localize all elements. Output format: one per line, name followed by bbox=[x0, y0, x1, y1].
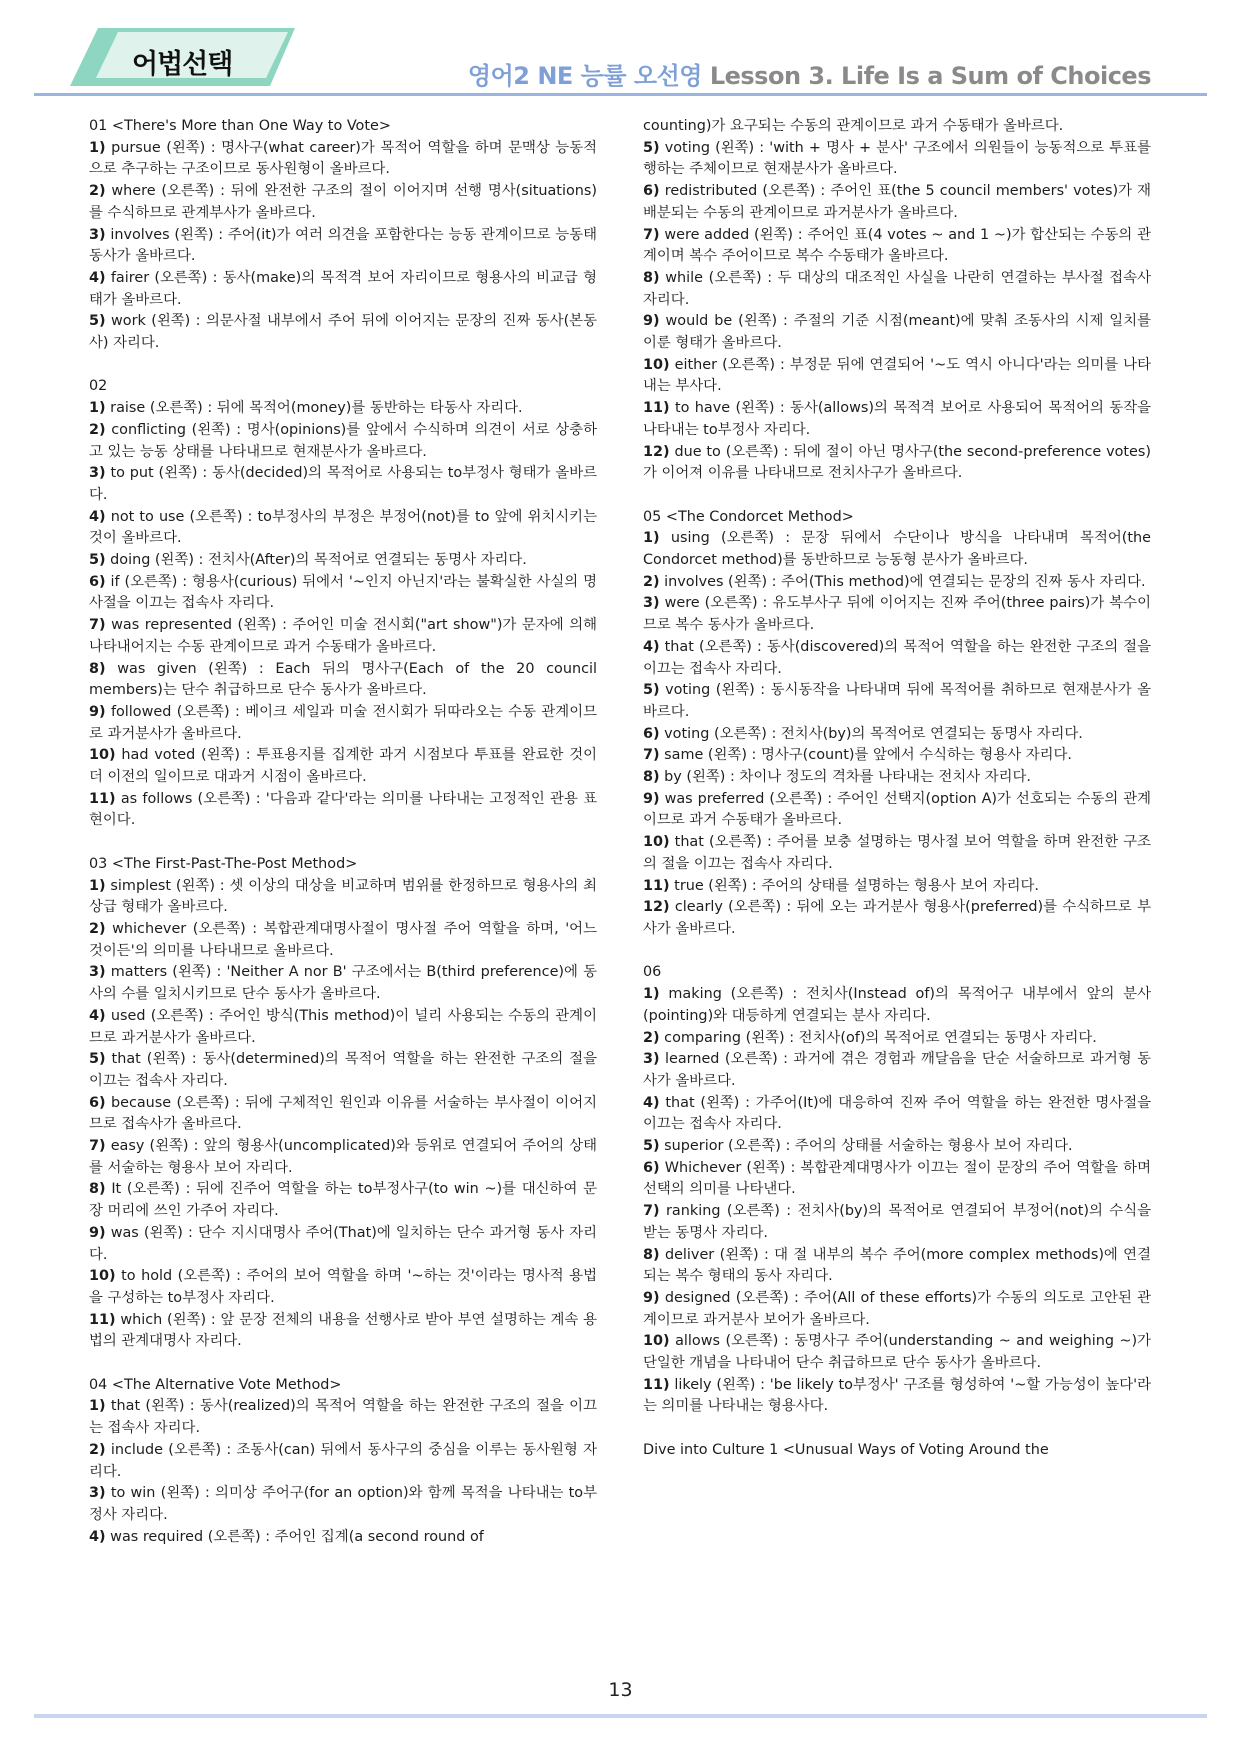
answer-item bbox=[89, 1266, 597, 1309]
item-text: superior (오른쪽) : 주어의 상태를 서술하는 형용사 보어 자리다. bbox=[659, 1138, 1073, 1155]
answer-item bbox=[89, 919, 597, 962]
item-text: was required (오른쪽) : 주어인 집계(a second round of bbox=[105, 1528, 484, 1545]
item-text: simplest (왼쪽) : 셋 이상의 대상을 비교하며 범위를 한정하므로 형용사의 최상급 형태가 올바르다. bbox=[89, 877, 597, 916]
item-number: 4) bbox=[89, 1528, 106, 1545]
item-number: 4) bbox=[643, 638, 660, 655]
item-number: 9) bbox=[89, 703, 106, 720]
answer-item bbox=[643, 311, 1151, 354]
answer-item bbox=[89, 1310, 597, 1353]
item-number: 12) bbox=[643, 899, 670, 916]
item-text: would be (왼쪽) : 주절의 기준 시점(meant)에 맞춰 조동사의 시제 일치를 이룬 형태가 올바르다. bbox=[643, 313, 1151, 352]
item-number: 9) bbox=[89, 1224, 106, 1241]
item-number: 3) bbox=[89, 1485, 106, 1502]
item-text: allows (오른쪽) : 동명사구 주어(understanding ~ and weighing ~)가 단일한 개념을 나타내어 단수 취급하므로 단수 동사가 올바르다. bbox=[643, 1333, 1151, 1372]
item-text: to put (왼쪽) : 동사(decided)의 목적어로 사용되는 to부정사 형태가 올바르다. bbox=[89, 465, 597, 503]
item-number: 4) bbox=[89, 269, 106, 286]
answer-item bbox=[89, 745, 597, 788]
answer-item bbox=[643, 1375, 1151, 1418]
answer-item bbox=[643, 789, 1151, 832]
item-text: was represented (왼쪽) : 주어인 미술 전시회("art show")가 문자에 의해 나타내어지는 수동 관계이므로 과거 수동태가 올바르다. bbox=[89, 617, 597, 655]
item-text: voting (왼쪽) : 동시동작을 나타내며 뒤에 목적어를 취하므로 현재분사가 올바르다. bbox=[643, 682, 1151, 720]
answer-item bbox=[643, 398, 1151, 441]
item-text: learned (오른쪽) : 과거에 겪은 경험과 깨달음을 단순 서술하므로 과거형 동사가 올바르다. bbox=[643, 1051, 1151, 1089]
answer-item bbox=[89, 550, 597, 572]
answer-item bbox=[89, 876, 597, 919]
answer-item bbox=[643, 1136, 1151, 1158]
item-text: voting (왼쪽) : 'with + 명사 + 분사' 구조에서 의원들이 능동적으로 투표를 행하는 주체이므로 현재분사가 올바르다. bbox=[643, 139, 1151, 178]
item-text: was given (왼쪽) : Each 뒤의 명사구(Each of the 20 council members)는 단수 취급하므로 단수 동사가 올바르다. bbox=[89, 660, 597, 699]
answer-item bbox=[643, 225, 1151, 268]
item-number: 5) bbox=[89, 313, 106, 330]
item-number: 11) bbox=[643, 1376, 670, 1393]
item-text: voting (오른쪽) : 전치사(by)의 목적어로 연결되는 동명사 자리다. bbox=[659, 725, 1083, 742]
item-text: that (왼쪽) : 동사(realized)의 목적어 역할을 하는 완전한 구조의 절을 이끄는 접속사 자리다. bbox=[89, 1398, 597, 1437]
answer-item bbox=[89, 507, 597, 550]
answer-item bbox=[89, 138, 597, 181]
answer-item bbox=[89, 1440, 597, 1483]
item-number: 10) bbox=[89, 1268, 116, 1285]
answer-section bbox=[89, 376, 597, 832]
answer-section bbox=[89, 1375, 597, 1549]
answer-item bbox=[643, 1028, 1151, 1050]
section-title: 03 <The First-Past-The-Post Method> bbox=[89, 855, 358, 872]
answer-item bbox=[643, 268, 1151, 311]
answer-item bbox=[643, 745, 1151, 767]
item-text: involves (왼쪽) : 주어(it)가 여러 의견을 포함한다는 능동 관계이므로 능동태 동사가 올바르다. bbox=[89, 226, 597, 265]
answer-item bbox=[643, 572, 1151, 594]
item-number: 5) bbox=[643, 139, 660, 156]
answer-item bbox=[643, 138, 1151, 181]
item-text: same (왼쪽) : 명사구(count)를 앞에서 수식하는 형용사 자리다. bbox=[659, 747, 1072, 764]
item-text: where (오른쪽) : 뒤에 완전한 구조의 절이 이어지며 선행 명사(situations)를 수식하므로 관계부사가 올바르다. bbox=[89, 183, 597, 221]
answer-item bbox=[89, 1179, 597, 1222]
item-text: to win (왼쪽) : 의미상 주어구(for an option)와 함께 목적을 나타내는 to부정사 자리다. bbox=[89, 1485, 597, 1523]
answer-item bbox=[89, 1049, 597, 1092]
item-number: 10) bbox=[643, 356, 670, 373]
item-number: 7) bbox=[89, 1138, 106, 1155]
item-text: deliver (왼쪽) : 대 절 내부의 복수 주어(more complex methods)에 연결되는 복수 형태의 동사 자리다. bbox=[643, 1246, 1151, 1285]
item-text: used (오른쪽) : 주어인 방식(This method)이 널리 사용되는 수동의 관계이므로 과거분사가 올바르다. bbox=[89, 1007, 597, 1046]
item-number: 7) bbox=[643, 1203, 660, 1220]
item-text: conflicting (왼쪽) : 명사(opinions)를 앞에서 수식하며 의견이 서로 상충하고 있는 능동 상태를 나타내므로 현재분사가 올바르다. bbox=[89, 421, 597, 460]
item-text: involves (왼쪽) : 주어(This method)에 연결되는 문장의 진짜 동사 자리다. bbox=[659, 573, 1146, 590]
item-number: 6) bbox=[89, 573, 106, 590]
item-text: clearly (오른쪽) : 뒤에 오는 과거분사 형용사(preferred)를 수식하므로 부사가 올바르다. bbox=[643, 899, 1151, 937]
section-title: 04 <The Alternative Vote Method> bbox=[89, 1376, 342, 1393]
item-number: 3) bbox=[89, 964, 106, 981]
item-text: that (왼쪽) : 가주어(It)에 대응하여 진짜 주어 역할을 하는 완전한 명사절을 이끄는 접속사 자리다. bbox=[643, 1094, 1151, 1133]
item-number: 2) bbox=[89, 183, 106, 200]
item-text: using (오른쪽) : 문장 뒤에서 수단이나 방식을 나타내며 목적어(the Condorcet method)를 동반하므로 능동형 분사가 올바르다. bbox=[643, 530, 1151, 569]
item-text: either (오른쪽) : 부정문 뒤에 연결되어 '~도 역시 아니다'라는 의미를 나타내는 부사다. bbox=[643, 356, 1151, 395]
item-text: easy (왼쪽) : 앞의 형용사(uncomplicated)와 등위로 연결되어 주어의 상태를 서술하는 형용사 보어 자리다. bbox=[89, 1138, 597, 1176]
item-text: fairer (오른쪽) : 동사(make)의 목적격 보어 자리이므로 형용사의 비교급 형태가 올바르다. bbox=[89, 269, 597, 308]
answer-item bbox=[643, 1049, 1151, 1092]
answer-item bbox=[89, 181, 597, 224]
answer-item bbox=[643, 1245, 1151, 1288]
item-number: 1) bbox=[643, 530, 660, 547]
item-number: 9) bbox=[643, 1289, 660, 1306]
answer-item bbox=[89, 420, 597, 463]
item-number: 4) bbox=[89, 508, 106, 525]
answer-section bbox=[643, 1440, 1151, 1462]
section-title: 06 bbox=[643, 964, 662, 981]
item-number: 3) bbox=[643, 1051, 660, 1068]
section-title: 05 <The Condorcet Method> bbox=[643, 508, 854, 525]
answer-item bbox=[643, 680, 1151, 723]
item-number: 1) bbox=[643, 986, 660, 1003]
item-number: 5) bbox=[89, 552, 106, 569]
answer-item bbox=[643, 984, 1151, 1027]
item-text: work (왼쪽) : 의문사절 내부에서 주어 뒤에 이어지는 문장의 진짜 동사(본동사) 자리다. bbox=[89, 313, 597, 352]
item-number: 5) bbox=[643, 1138, 660, 1155]
answer-item bbox=[89, 962, 597, 1005]
answer-item bbox=[643, 637, 1151, 680]
section-tab bbox=[70, 28, 300, 86]
item-text: was (왼쪽) : 단수 지시대명사 주어(That)에 일치하는 단수 과거형 동사 자리다. bbox=[89, 1224, 597, 1263]
item-number: 9) bbox=[643, 790, 660, 807]
answer-item bbox=[89, 1223, 597, 1266]
item-number: 2) bbox=[89, 1441, 106, 1458]
answer-item bbox=[89, 463, 597, 506]
answer-item bbox=[643, 1288, 1151, 1331]
item-number: 2) bbox=[89, 421, 106, 438]
item-number: 2) bbox=[89, 920, 106, 937]
answer-item bbox=[89, 1136, 597, 1179]
item-text: include (오른쪽) : 조동사(can) 뒤에서 동사구의 중심을 이루는 동사원형 자리다. bbox=[89, 1441, 597, 1480]
item-text: had voted (왼쪽) : 투표용지를 집계한 과거 시점보다 투표를 완료한 것이 더 이전의 일이므로 대과거 시점이 올바르다. bbox=[89, 747, 597, 786]
item-number: 4) bbox=[89, 1007, 106, 1024]
answer-item bbox=[643, 593, 1151, 636]
answer-item bbox=[89, 225, 597, 268]
item-text: as follows (오른쪽) : '다음과 같다'라는 의미를 나타내는 고정적인 관용 표현이다. bbox=[89, 790, 597, 829]
item-text: counting)가 요구되는 수동의 관계이므로 과거 수동태가 올바르다. bbox=[643, 118, 1064, 134]
section-title: 01 <There's More than One Way to Vote> bbox=[89, 118, 391, 134]
item-number: 5) bbox=[643, 682, 660, 699]
item-text: were (오른쪽) : 유도부사구 뒤에 이어지는 진짜 주어(three pairs)가 복수이므로 복수 동사가 올바르다. bbox=[643, 595, 1151, 634]
answer-item bbox=[643, 528, 1151, 571]
item-text: followed (오른쪽) : 베이크 세일과 미술 전시회가 뒤따라오는 수동 관계이므로 과거분사가 올바르다. bbox=[89, 703, 597, 742]
answer-section bbox=[89, 854, 597, 1353]
answer-item bbox=[643, 897, 1151, 940]
item-number: 1) bbox=[89, 139, 106, 156]
item-text: ranking (오른쪽) : 전치사(by)의 목적어로 연결되어 부정어(not)의 수식을 받는 동명사 자리다. bbox=[643, 1203, 1151, 1241]
item-text: by (왼쪽) : 차이나 정도의 격차를 나타내는 전치사 자리다. bbox=[659, 769, 1031, 786]
answer-item bbox=[89, 659, 597, 702]
answer-item bbox=[643, 767, 1151, 789]
item-text: pursue (왼쪽) : 명사구(what career)가 목적어 역할을 하며 문맥상 능동적으로 추구하는 구조이므로 동사원형이 올바르다. bbox=[89, 139, 597, 178]
item-number: 9) bbox=[643, 313, 660, 330]
item-text: if (오른쪽) : 형용사(curious) 뒤에서 '~인지 아닌지'라는 불확실한 사실의 명사절을 이끄는 접속사 자리다. bbox=[89, 573, 597, 612]
answer-item bbox=[89, 1093, 597, 1136]
item-text: were added (왼쪽) : 주어인 표(4 votes ~ and 1 ~)가 합산되는 수동의 관계이며 복수 주어이므로 복수 수동태가 올바르다. bbox=[643, 226, 1151, 265]
answer-section bbox=[643, 507, 1151, 941]
item-text: that (오른쪽) : 주어를 보충 설명하는 명사절 보어 역할을 하며 완전한 구조의 절을 이끄는 접속사 자리다. bbox=[643, 834, 1151, 872]
answer-item bbox=[643, 355, 1151, 398]
page-number: 13 bbox=[608, 1679, 633, 1701]
item-number: 8) bbox=[643, 769, 660, 786]
footer-divider bbox=[34, 1714, 1207, 1718]
answer-item bbox=[89, 1527, 597, 1549]
item-number: 6) bbox=[643, 725, 660, 742]
item-number: 11) bbox=[89, 790, 116, 807]
item-text: that (왼쪽) : 동사(determined)의 목적어 역할을 하는 완전한 구조의 절을 이끄는 접속사 자리다. bbox=[89, 1051, 597, 1089]
page-heading bbox=[468, 56, 1151, 91]
item-number: 1) bbox=[89, 400, 106, 417]
item-number: 10) bbox=[643, 1333, 670, 1350]
item-text: Whichever (왼쪽) : 복합관계대명사가 이끄는 절이 문장의 주어 역할을 하며 선택의 의미를 나타낸다. bbox=[643, 1159, 1151, 1198]
answer-item bbox=[643, 724, 1151, 746]
item-number: 1) bbox=[89, 877, 106, 894]
course-title: 영어2 NE 능률 오선영 bbox=[467, 62, 702, 90]
item-text: because (오른쪽) : 뒤에 구체적인 원인과 이유를 서술하는 부사절이 이어지므로 접속사가 올바르다. bbox=[89, 1094, 597, 1133]
item-number: 3) bbox=[643, 595, 660, 612]
item-number: 5) bbox=[89, 1051, 106, 1068]
item-text: It (오른쪽) : 뒤에 진주어 역할을 하는 to부정사구(to win ~)를 대신하여 문장 머리에 쓰인 가주어 자리다. bbox=[89, 1181, 597, 1220]
answer-item bbox=[89, 615, 597, 658]
item-text: raise (오른쪽) : 뒤에 목적어(money)를 동반하는 타동사 자리다. bbox=[105, 400, 523, 417]
answer-section bbox=[643, 116, 1151, 485]
item-number: 2) bbox=[643, 1029, 660, 1046]
item-text: to hold (오른쪽) : 주어의 보어 역할을 하며 '~하는 것'이라는 명사적 용법을 구성하는 to부정사 자리다. bbox=[89, 1268, 597, 1306]
item-text: likely (왼쪽) : 'be likely to부정사' 구조를 형성하여 '~할 가능성이 높다'라는 의미를 나타내는 형용사다. bbox=[643, 1376, 1151, 1415]
item-number: 4) bbox=[643, 1094, 660, 1111]
answer-item bbox=[89, 1396, 597, 1439]
item-text: designed (오른쪽) : 주어(All of these efforts)가 수동의 의도로 고안된 관계이므로 과거분사 보어가 올바르다. bbox=[643, 1289, 1151, 1328]
answer-item bbox=[89, 398, 597, 420]
item-text: doing (왼쪽) : 전치사(After)의 목적어로 연결되는 동명사 자리다. bbox=[105, 552, 527, 569]
item-text: matters (왼쪽) : 'Neither A nor B' 구조에서는 B(third preference)에 동사의 수를 일치시키므로 단수 동사가 올바르다. bbox=[89, 964, 597, 1003]
answer-section bbox=[89, 116, 597, 355]
item-number: 10) bbox=[89, 747, 116, 764]
item-number: 7) bbox=[89, 617, 106, 634]
answer-item bbox=[643, 832, 1151, 875]
item-number: 6) bbox=[643, 183, 660, 200]
answer-item bbox=[643, 116, 1151, 138]
item-number: 3) bbox=[89, 465, 106, 482]
item-text: not to use (오른쪽) : to부정사의 부정은 부정어(not)를 to 앞에 위치시키는 것이 올바르다. bbox=[89, 508, 597, 547]
answer-item bbox=[643, 181, 1151, 224]
answer-item bbox=[643, 442, 1151, 485]
answer-section bbox=[643, 962, 1151, 1418]
header-divider bbox=[34, 93, 1207, 96]
item-text: comparing (왼쪽) : 전치사(of)의 목적어로 연결되는 동명사 자리다. bbox=[659, 1029, 1097, 1046]
item-number: 7) bbox=[643, 226, 660, 243]
item-number: 8) bbox=[643, 1246, 660, 1263]
answer-item bbox=[89, 702, 597, 745]
answer-item bbox=[643, 1158, 1151, 1201]
item-number: 7) bbox=[643, 747, 660, 764]
answer-item bbox=[89, 572, 597, 615]
item-number: 11) bbox=[643, 400, 670, 417]
item-number: 6) bbox=[89, 1094, 106, 1111]
answer-item bbox=[643, 1201, 1151, 1244]
item-text: to have (왼쪽) : 동사(allows)의 목적격 보어로 사용되어 목적어의 동작을 나타내는 to부정사 자리다. bbox=[643, 400, 1151, 438]
answer-item bbox=[89, 1483, 597, 1526]
item-text: redistributed (오른쪽) : 주어인 표(the 5 council members' votes)가 재배분되는 수동의 관계이므로 과거분사가 올바르다. bbox=[643, 183, 1151, 221]
item-number: 12) bbox=[643, 443, 670, 460]
answer-item bbox=[89, 789, 597, 832]
item-number: 2) bbox=[643, 573, 660, 590]
item-number: 6) bbox=[643, 1159, 660, 1176]
item-number: 3) bbox=[89, 226, 106, 243]
answer-item bbox=[643, 876, 1151, 898]
section-title: Dive into Culture 1 <Unusual Ways of Voting Around the bbox=[643, 1441, 1049, 1458]
item-text: due to (오른쪽) : 뒤에 절이 아닌 명사구(the second-preference votes)가 이어져 이유를 나타내므로 전치사구가 올바르다. bbox=[643, 443, 1151, 482]
item-number: 11) bbox=[643, 877, 670, 894]
item-text: making (오른쪽) : 전치사(Instead of)의 목적어구 내부에서 앞의 분사(pointing)와 대등하게 연결되는 분사 자리다. bbox=[643, 986, 1151, 1024]
item-text: that (오른쪽) : 동사(discovered)의 목적어 역할을 하는 완전한 구조의 절을 이끄는 접속사 자리다. bbox=[643, 638, 1151, 677]
item-text: whichever (오른쪽) : 복합관계대명사절이 명사절 주어 역할을 하며, '어느 것이든'의 의미를 나타내므로 올바르다. bbox=[89, 920, 597, 959]
answer-item bbox=[89, 311, 597, 354]
section-title: 02 bbox=[89, 378, 108, 395]
left-column bbox=[89, 116, 597, 1570]
answer-item bbox=[89, 1006, 597, 1049]
item-text: true (왼쪽) : 주어의 상태를 설명하는 형용사 보어 자리다. bbox=[669, 877, 1039, 894]
item-number: 1) bbox=[89, 1398, 106, 1415]
tab-label: 어법선택 bbox=[132, 49, 233, 80]
item-text: while (오른쪽) : 두 대상의 대조적인 사실을 나란히 연결하는 부사절 접속사 자리다. bbox=[643, 269, 1151, 308]
item-number: 10) bbox=[643, 834, 670, 851]
lesson-title: Lesson 3. Life Is a Sum of Choices bbox=[709, 62, 1151, 90]
item-text: was preferred (오른쪽) : 주어인 선택지(option A)가 선호되는 수동의 관계이므로 과거 수동태가 올바르다. bbox=[643, 790, 1151, 829]
item-number: 11) bbox=[89, 1311, 116, 1328]
answer-item bbox=[643, 1093, 1151, 1136]
item-number: 8) bbox=[89, 1181, 106, 1198]
item-text: which (왼쪽) : 앞 문장 전체의 내용을 선행사로 받아 부연 설명하는 계속 용법의 관계대명사 자리다. bbox=[89, 1311, 597, 1350]
answer-item bbox=[643, 1331, 1151, 1374]
item-number: 8) bbox=[89, 660, 106, 677]
answer-item bbox=[89, 268, 597, 311]
item-number: 8) bbox=[643, 269, 660, 286]
right-column bbox=[643, 116, 1151, 1483]
